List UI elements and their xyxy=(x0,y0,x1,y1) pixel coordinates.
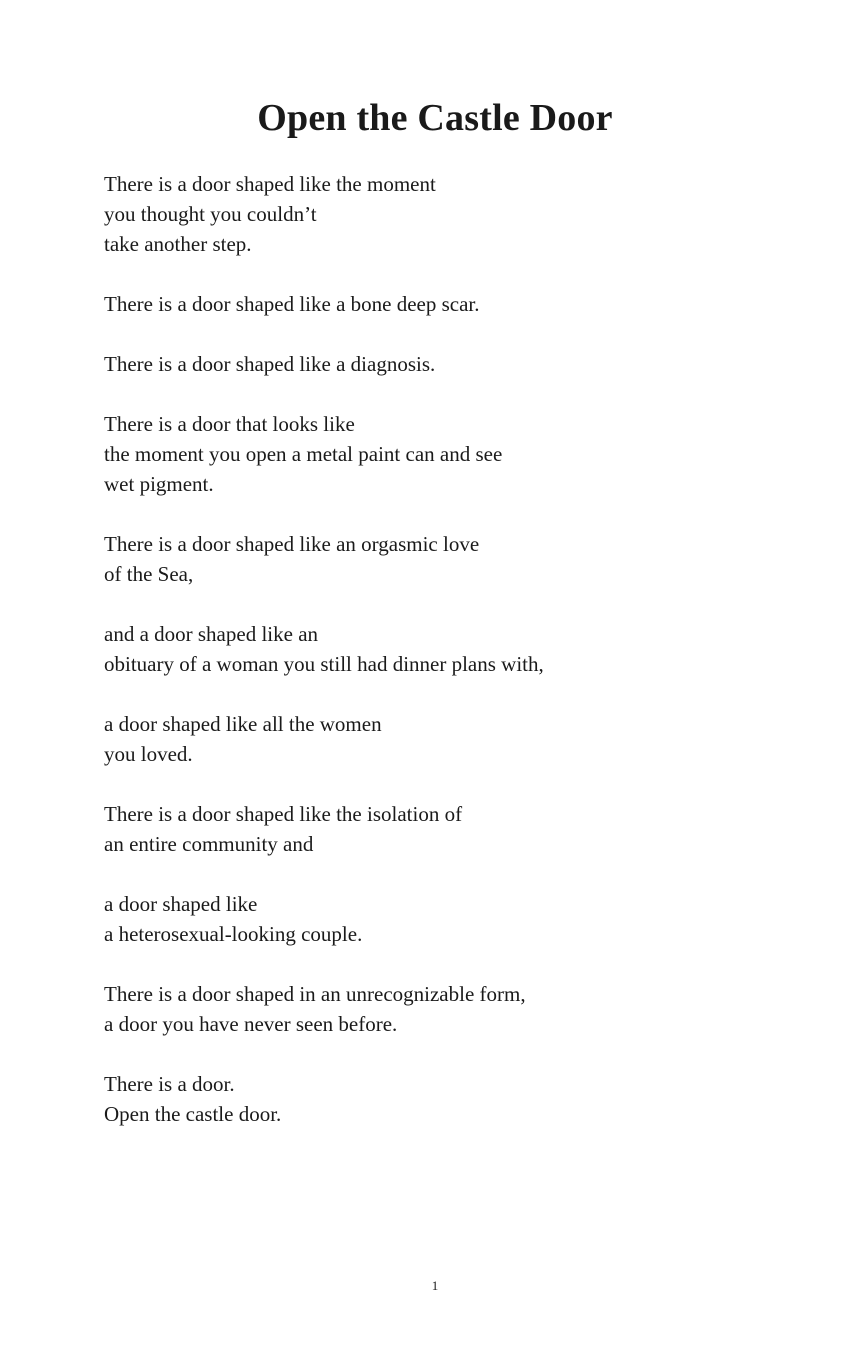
poem-line: a door shaped like xyxy=(104,892,258,916)
poem-line: Open the castle door. xyxy=(104,1102,282,1126)
poem-title: Open the Castle Door xyxy=(257,97,613,139)
poem-line: a heterosexual-looking couple. xyxy=(104,922,363,946)
poem-line: There is a door shaped like a bone deep scar. xyxy=(104,292,480,316)
stanza xyxy=(104,709,744,769)
poem-body xyxy=(104,169,744,1159)
poem-line: There is a door. xyxy=(104,1072,235,1096)
stanza xyxy=(104,289,744,319)
stanza xyxy=(104,529,744,589)
poem-line: the moment you open a metal paint can and see xyxy=(104,442,503,466)
page-number: 1 xyxy=(431,1278,439,1293)
poem-line: and a door shaped like an xyxy=(104,622,319,646)
stanza xyxy=(104,409,744,499)
poem-line: There is a door that looks like xyxy=(104,412,355,436)
poem-line: you loved. xyxy=(104,742,193,766)
poem-line: a door shaped like all the women xyxy=(104,712,382,736)
stanza xyxy=(104,1069,744,1129)
poem-line: There is a door shaped in an unrecognizable form, xyxy=(104,982,526,1006)
poem-line: you thought you couldn’t xyxy=(104,202,317,226)
poem-line: an entire community and xyxy=(104,832,314,856)
stanza xyxy=(104,619,744,679)
stanza xyxy=(104,889,744,949)
poem-line: take another step. xyxy=(104,232,252,256)
poem-line: a door you have never seen before. xyxy=(104,1012,398,1036)
poem-line: There is a door shaped like the moment xyxy=(104,172,436,196)
poem-line: obituary of a woman you still had dinner plans with, xyxy=(104,652,544,676)
stanza xyxy=(104,349,744,379)
stanza xyxy=(104,979,744,1039)
poem-line: There is a door shaped like an orgasmic love xyxy=(104,532,480,556)
poem-line: of the Sea, xyxy=(104,562,194,586)
stanza xyxy=(104,169,744,259)
stanza xyxy=(104,799,744,859)
poem-line: There is a door shaped like a diagnosis. xyxy=(104,352,436,376)
poem-line: There is a door shaped like the isolation of xyxy=(104,802,463,826)
poem-line: wet pigment. xyxy=(104,472,214,496)
